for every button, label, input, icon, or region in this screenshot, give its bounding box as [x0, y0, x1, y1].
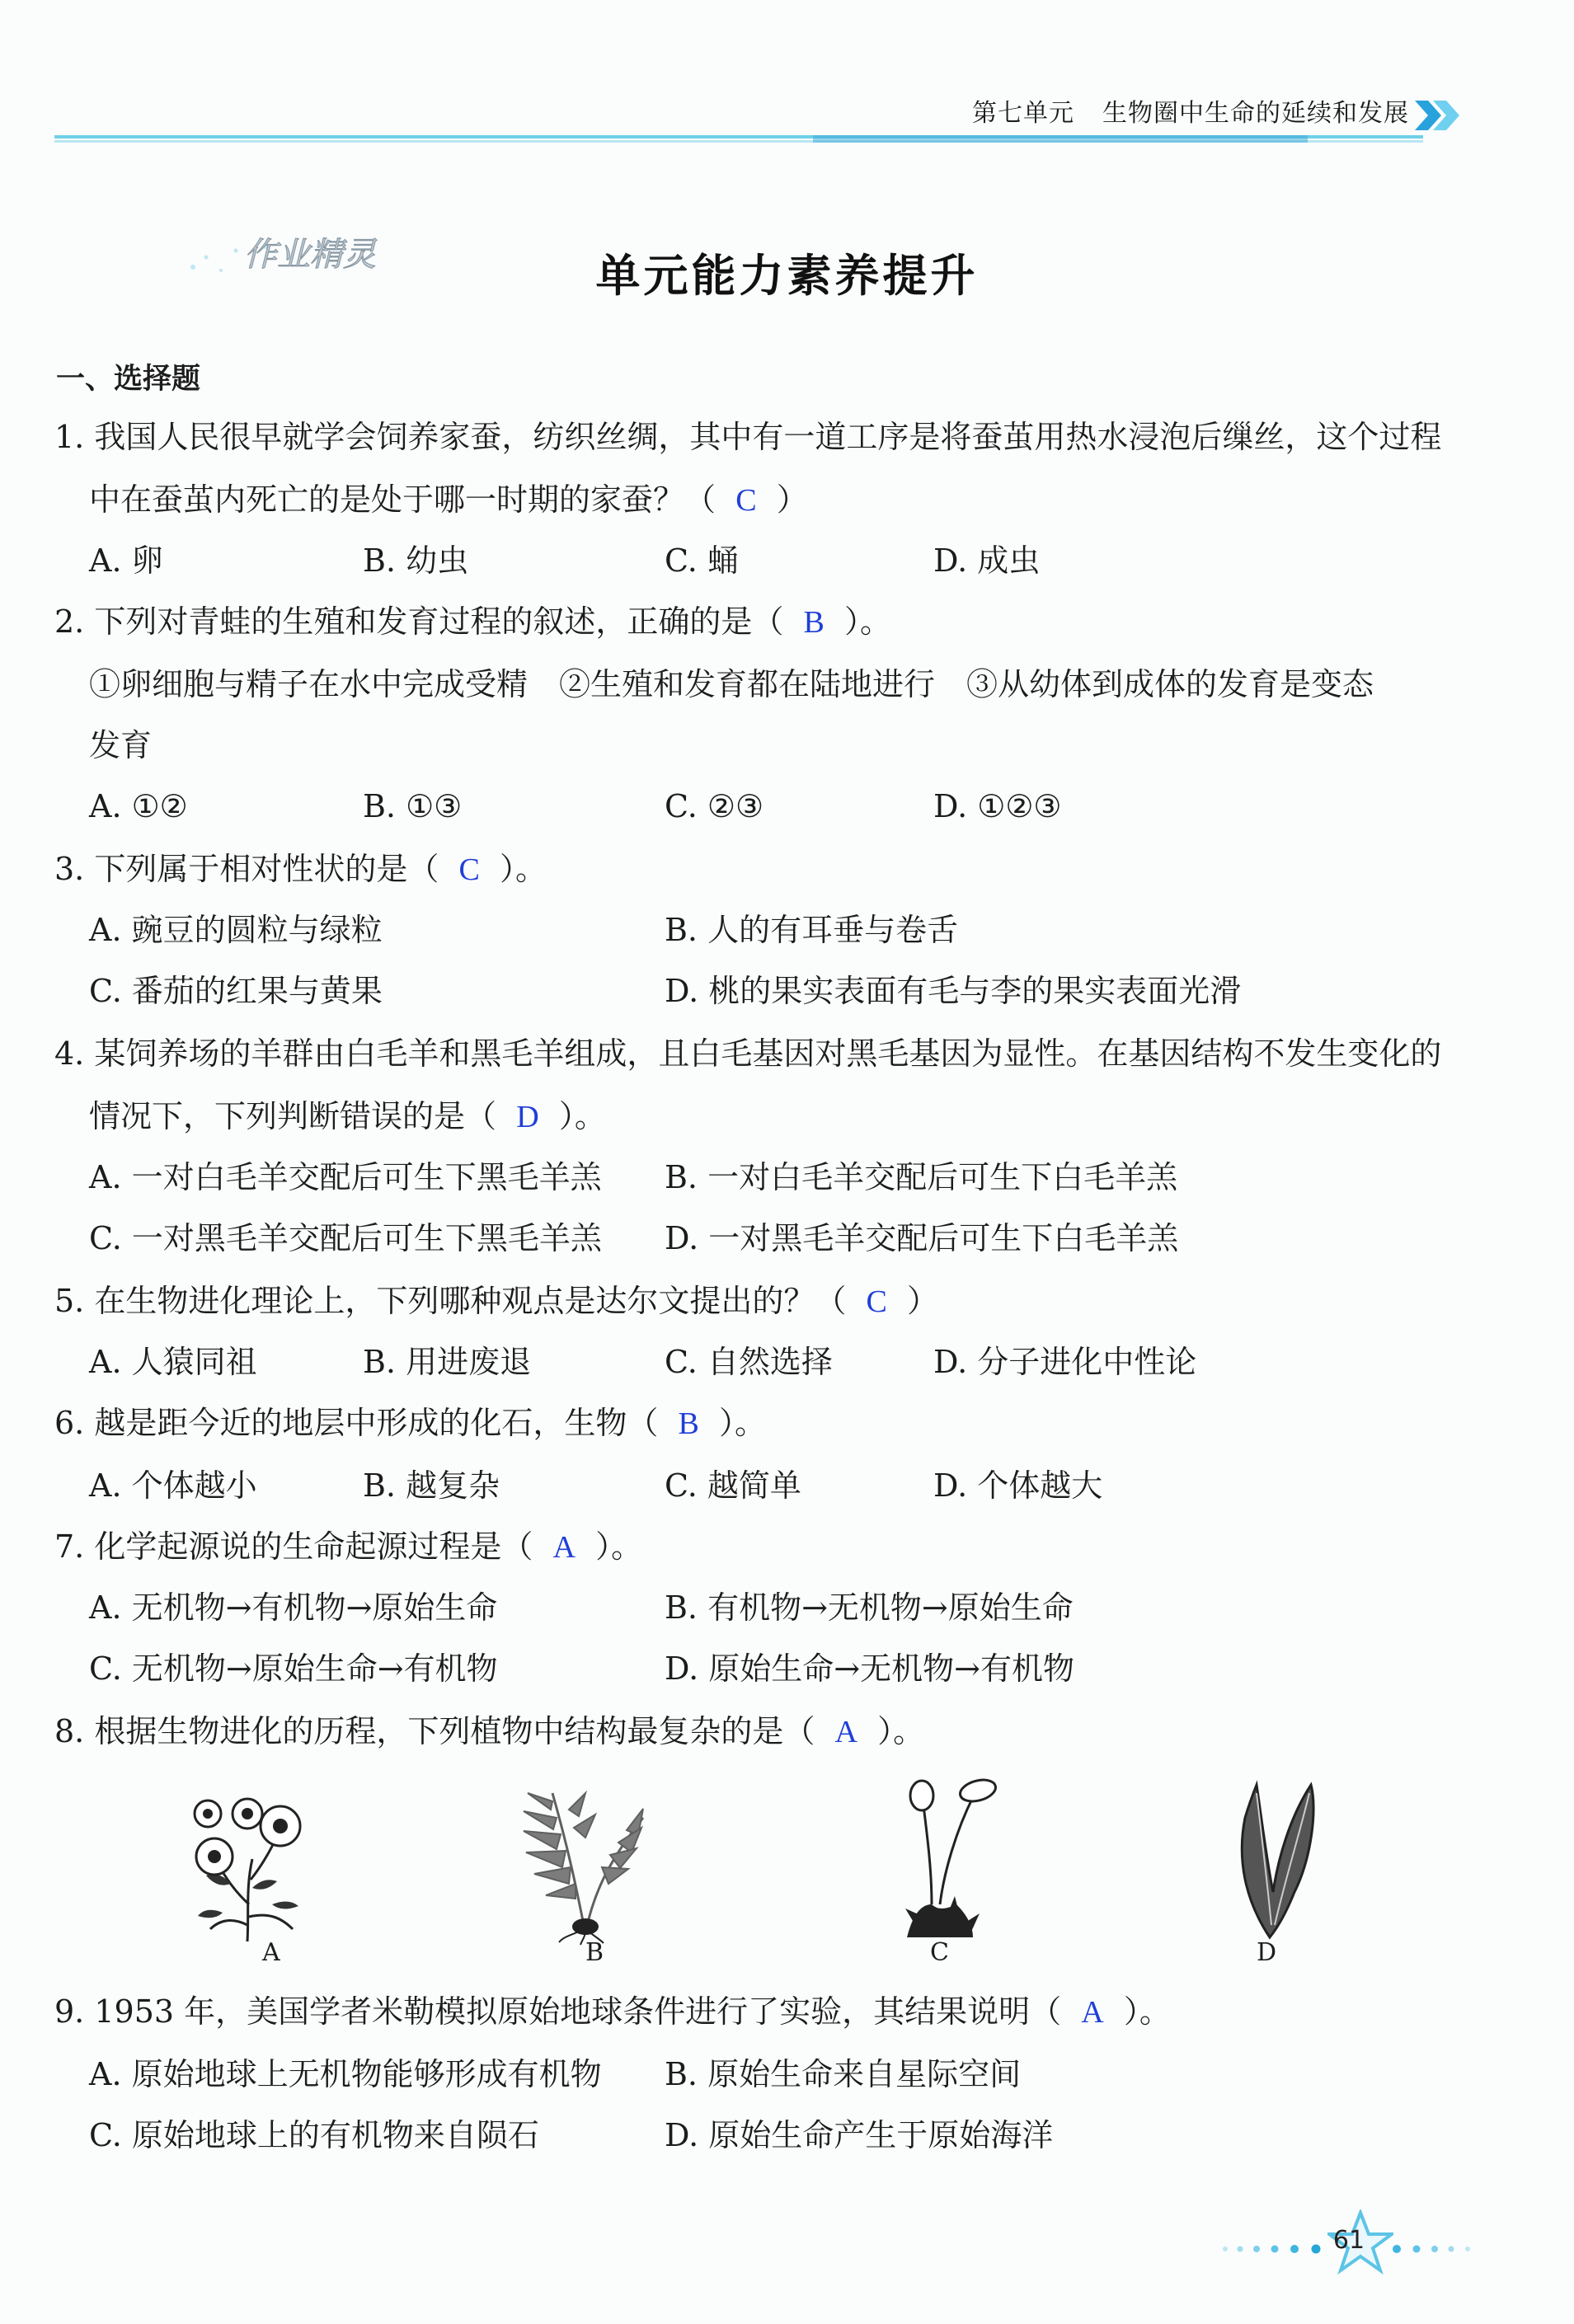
q3-option-a: A. 豌豆的圆粒与绿粒 — [89, 912, 383, 948]
q5-option-d: D. 分子进化中性论 — [933, 1344, 1197, 1380]
decorative-dots — [1220, 2241, 1327, 2257]
seaweed-image — [1220, 1768, 1336, 1946]
answer-2: B — [803, 605, 825, 640]
q7-option-c: C. 无机物→原始生命→有机物 — [89, 1650, 498, 1687]
fern-image — [495, 1768, 660, 1946]
q2-statements-cont: 发育 — [89, 727, 153, 763]
question-1-line-1: 1. 我国人民很早就学会饲养家蚕，纺织丝绸，其中有一道工序是将蚕茧用热水浸泡后缫丝，这个过程 — [54, 419, 1442, 455]
answer-6: B — [678, 1406, 699, 1441]
q1-option-d: D. 成虫 — [933, 542, 1041, 579]
question-4-line-2: 情况下，下列判断错误的是（ D ）。 — [89, 1098, 606, 1134]
unit-title: 生物圈中生命的延续和发展 — [1102, 99, 1409, 128]
q2-statements: ①卵细胞与精子在水中完成受精 ②生殖和发育都在陆地进行 ③从幼体到成体的发育是变态 — [89, 666, 1374, 702]
flowering-plant-image — [173, 1781, 322, 1946]
answer-7: A — [552, 1530, 576, 1565]
q4-option-c: C. 一对黑毛羊交配后可生下黑毛羊羔 — [89, 1220, 602, 1256]
question-8-line-1: 8. 根据生物进化的历程，下列植物中结构最复杂的是（ A ）。 — [54, 1713, 925, 1749]
q5-option-b: B. 用进废退 — [363, 1344, 532, 1380]
q1-option-b: B. 幼虫 — [363, 542, 469, 579]
q9-option-b: B. 原始生命来自星际空间 — [665, 2056, 1022, 2092]
q2-option-a: A. ①② — [89, 788, 188, 824]
q7-option-a: A. 无机物→有机物→原始生命 — [89, 1589, 498, 1626]
q2-option-d: D. ①②③ — [933, 788, 1062, 824]
answer-9: A — [1081, 1995, 1104, 2030]
q6-option-c: C. 越简单 — [665, 1467, 801, 1504]
q4-option-b: B. 一对白毛羊交配后可生下白毛羊羔 — [665, 1159, 1178, 1195]
figure-label-d: D — [1257, 1938, 1277, 1967]
q9-option-c: C. 原始地球上的有机物来自陨石 — [89, 2117, 539, 2153]
q3-option-c: C. 番茄的红果与黄果 — [89, 973, 383, 1009]
answer-3: C — [458, 852, 480, 887]
header-rule — [54, 134, 1423, 145]
q4-option-d: D. 一对黑毛羊交配后可生下白毛羊羔 — [665, 1220, 1179, 1256]
q2-option-b: B. ①③ — [363, 788, 463, 824]
answer-5: C — [866, 1284, 887, 1319]
section-heading: 一、选择题 — [56, 363, 201, 396]
q7-option-b: B. 有机物→无机物→原始生命 — [665, 1589, 1074, 1626]
page-title: 单元能力素养提升 — [595, 250, 979, 302]
answer-4: D — [516, 1100, 539, 1134]
decorative-dots-right — [1390, 2241, 1481, 2257]
q3-option-d: D. 桃的果实表面有毛与李的果实表面光滑 — [665, 973, 1242, 1009]
question-3-line-1: 3. 下列属于相对性状的是（ C ）。 — [54, 851, 547, 887]
answer-8: A — [834, 1715, 857, 1749]
q1-option-c: C. 蛹 — [665, 542, 739, 579]
q9-option-a: A. 原始地球上无机物能够形成有机物 — [89, 2056, 602, 2092]
q6-option-a: A. 个体越小 — [89, 1467, 257, 1504]
question-7-line-1: 7. 化学起源说的生命起源过程是（ A ）。 — [54, 1528, 643, 1565]
q4-option-a: A. 一对白毛羊交配后可生下黑毛羊羔 — [89, 1159, 602, 1195]
q9-option-d: D. 原始生命产生于原始海洋 — [665, 2117, 1054, 2153]
svg-text:作业精灵: 作业精灵 — [244, 236, 376, 274]
q5-option-a: A. 人猿同祖 — [89, 1344, 257, 1380]
figure-label-a: A — [262, 1938, 280, 1967]
q3-option-b: B. 人的有耳垂与卷舌 — [665, 912, 959, 948]
question-2-line-1: 2. 下列对青蛙的生殖和发育过程的叙述，正确的是（ B ）。 — [54, 603, 892, 640]
question-6-line-1: 6. 越是距今近的地层中形成的化石，生物（ B ）。 — [54, 1405, 767, 1441]
figure-label-c: C — [930, 1938, 949, 1967]
question-5-line-1: 5. 在生物进化理论上，下列哪种观点是达尔文提出的？（ C ） — [54, 1283, 939, 1319]
chevron-right-icon — [1412, 92, 1469, 139]
q7-option-d: D. 原始生命→无机物→有机物 — [665, 1650, 1074, 1687]
answer-1: C — [735, 483, 757, 518]
question-1-line-2: 中在蚕茧内死亡的是处于哪一时期的家蚕？（ C ） — [89, 481, 808, 518]
unit-label: 第七单元 — [972, 99, 1074, 128]
question-9-line-1: 9. 1953 年，美国学者米勒模拟原始地球条件进行了实验，其结果说明（ A ）。 — [54, 1993, 1171, 2030]
header-text — [972, 92, 1409, 129]
moss-image — [890, 1772, 1006, 1946]
figure-label-b: B — [585, 1938, 604, 1967]
q6-option-d: D. 个体越大 — [933, 1467, 1103, 1504]
q6-option-b: B. 越复杂 — [363, 1467, 500, 1504]
q2-option-c: C. ②③ — [665, 788, 764, 824]
q1-option-a: A. 卵 — [89, 542, 163, 579]
q5-option-c: C. 自然选择 — [665, 1344, 833, 1380]
page-number: 61 — [1332, 2226, 1365, 2255]
page-header — [0, 0, 1574, 157]
question-4-line-1: 4. 某饲养场的羊群由白毛羊和黑毛羊组成，且白毛基因对黑毛基因为显性。在基因结构不发生变化的 — [54, 1035, 1442, 1072]
